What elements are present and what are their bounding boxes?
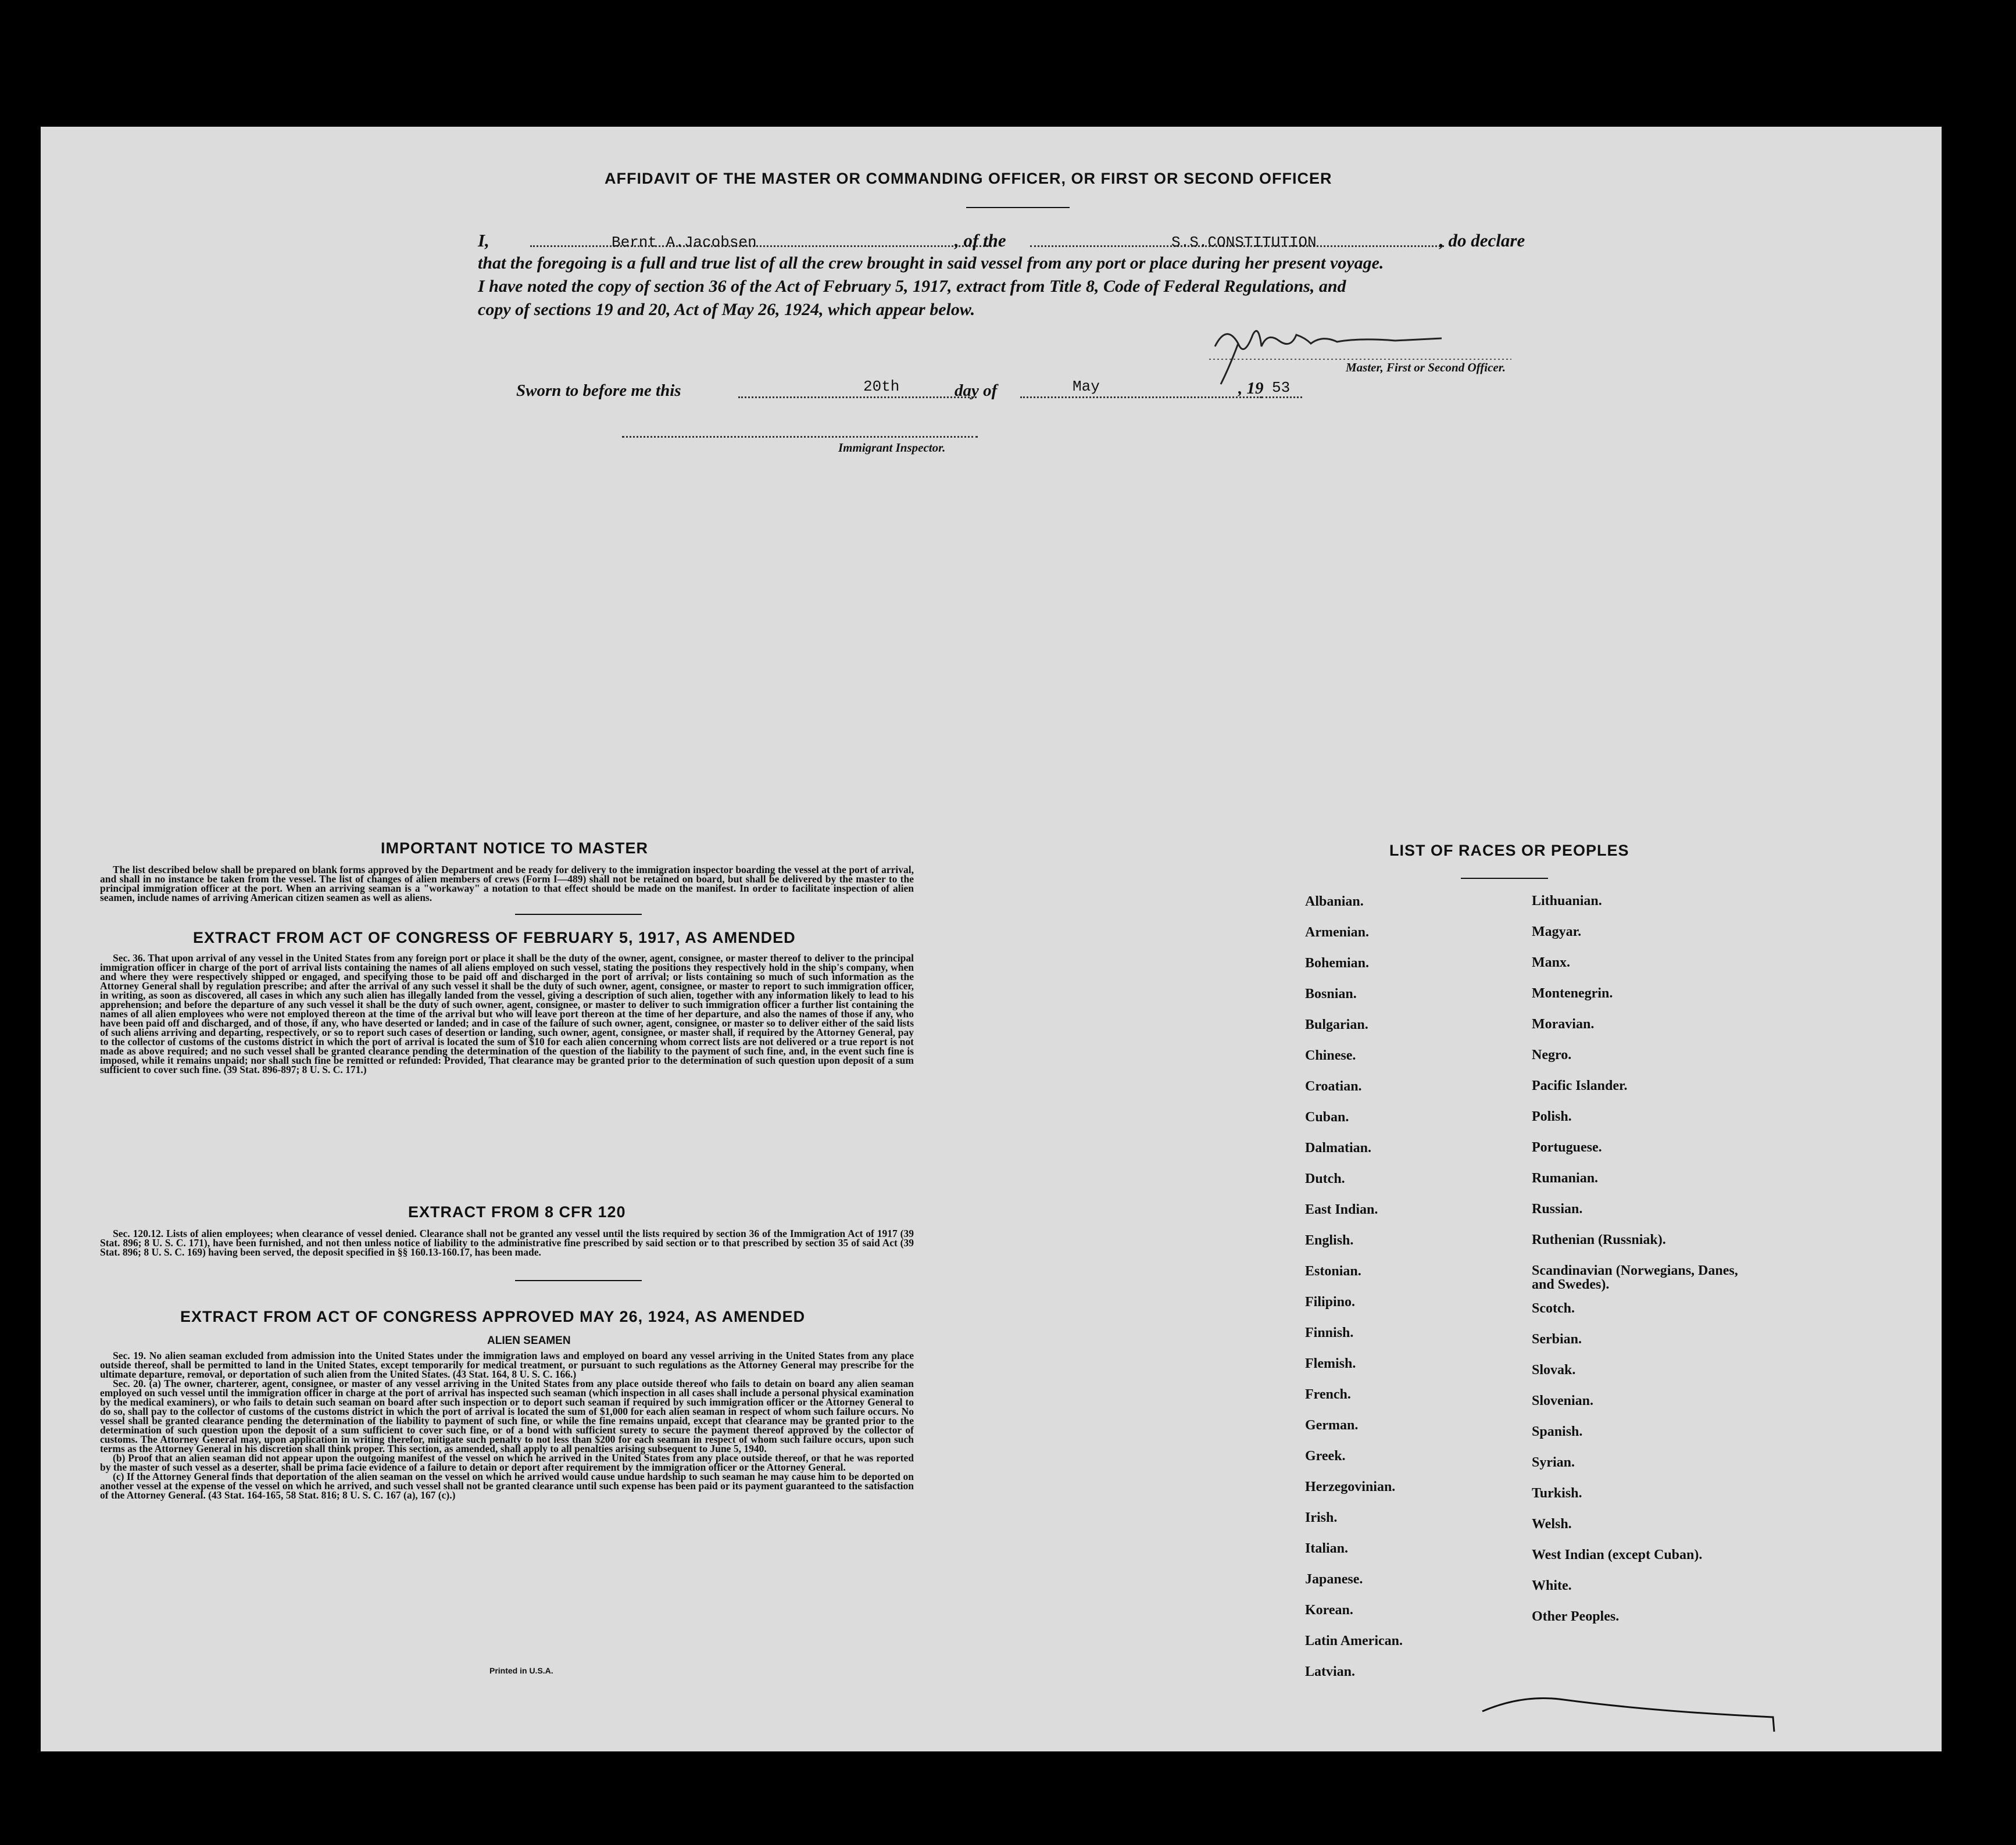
sworn-label: Sworn to before me this — [516, 381, 681, 400]
sec-20a-paragraph: Sec. 20. (a) The owner, charterer, agent, consignee, or master of any vessel arriving in the United States from any place outside thereof who fails to detain on board any alien seaman employed on such vessel until the immigration officer in charge at the port of arrival has inspected such seaman (which inspection in all cases shall include a personal physical examination by the medical examiners), or who fails to detain such seaman on board after such inspection or to deport such seaman if required by such immigration officer or the Attorney General to do so, shall pay to the collector of customs of the customs district in which the port of arrival is located the sum of $1,000 for each alien seaman in respect of whom such failure occurs. No vessel shall be granted clearance pending the determination of the liability to payment of such fine, or while the fine remains unpaid, except that clearance may be granted prior to the determination of such question upon the deposit of a sum sufficient to cover such fine, or of a bond with sufficient surety to secure the payment thereof approved by the collector of customs. The Attorney General may, upon application in writing therefor, mitigate such penalty to not less than $200 for each seaman in respect of whom such failure occurs, upon such terms as the Attorney General in his discretion shall think proper. This section, as amended, shall apply to all penalties arising subsequent to June 5, 1940. — [100, 1378, 914, 1454]
year-value: 53 — [1272, 379, 1291, 396]
race-item: German. — [1305, 1418, 1359, 1433]
day-line — [738, 396, 977, 398]
notice-body — [100, 865, 914, 902]
race-item: Latvian. — [1305, 1664, 1356, 1679]
declare-label: , do declare — [1439, 230, 1525, 251]
race-item: Finnish. — [1305, 1325, 1354, 1340]
races-rule — [1461, 878, 1548, 879]
extract-cfr-body — [100, 1229, 914, 1257]
affidavit-line-3: I have noted the copy of section 36 of the Act of February 5, 1917, extract from Title 8, Code of Federal Regulations, and — [478, 277, 1346, 296]
race-item: Latin American. — [1305, 1633, 1403, 1649]
bottom-pen-mark — [1477, 1688, 1779, 1735]
inspector-caption: Immigrant Inspector. — [838, 441, 946, 455]
extract-1917-title: EXTRACT FROM ACT OF CONGRESS OF FEBRUARY 5, 1917, AS AMENDED — [193, 929, 796, 946]
cfr-rule — [515, 1280, 642, 1281]
race-item: Cuban. — [1305, 1110, 1349, 1125]
race-item: Chinese. — [1305, 1048, 1356, 1063]
race-item: Montenegrin. — [1532, 986, 1613, 1001]
race-item: Dalmatian. — [1305, 1140, 1371, 1156]
race-item: Pacific Islander. — [1532, 1078, 1628, 1093]
vessel-name: S.S.CONSTITUTION — [1171, 234, 1317, 251]
affidavit-title: AFFIDAVIT OF THE MASTER OR COMMANDING OFFICER, OR FIRST OR SECOND OFFICER — [605, 170, 1332, 187]
race-item: Negro. — [1532, 1047, 1572, 1063]
race-item: Manx. — [1532, 955, 1570, 970]
race-item: Magyar. — [1532, 924, 1582, 939]
race-item: French. — [1305, 1387, 1351, 1402]
notice-title: IMPORTANT NOTICE TO MASTER — [381, 839, 648, 857]
month-line — [1020, 396, 1261, 398]
race-item: Armenian. — [1305, 925, 1369, 940]
race-item: Slovenian. — [1532, 1393, 1594, 1408]
inspector-line — [622, 436, 978, 438]
race-item: Welsh. — [1532, 1517, 1572, 1532]
alien-seamen-subtitle: ALIEN SEAMEN — [487, 1335, 571, 1347]
extract-1917-body — [100, 953, 914, 1074]
master-name: Bernt A.Jacobsen — [612, 234, 757, 251]
printed-in-usa: Printed in U.S.A. — [489, 1666, 553, 1675]
race-item: Other Peoples. — [1532, 1609, 1620, 1624]
race-item: Italian. — [1305, 1541, 1349, 1556]
race-item: Slovak. — [1532, 1363, 1576, 1378]
day-value: 20th — [863, 378, 900, 395]
signature-caption: Master, First or Second Officer. — [1346, 360, 1506, 374]
affidavit-line-4: copy of sections 19 and 20, Act of May 26, 1924, which appear below. — [478, 300, 975, 319]
sec-20b-paragraph: (b) Proof that an alien seaman did not appear upon the outgoing manifest of the vessel on which he arrived in the United States from any place outside thereof, or that he was reported by the master of such vessel as a deserter, shall be prima facie evidence of a failure to detain or deport after requirement by the immigration officer or the Attorney General. — [100, 1452, 914, 1473]
race-item: Flemish. — [1305, 1356, 1356, 1371]
race-item: Russian. — [1532, 1202, 1583, 1217]
i-label: I, — [478, 230, 489, 251]
affidavit-line-2: that the foregoing is a full and true list of all the crew brought in said vessel from any port or place during her present voyage. — [478, 253, 1384, 273]
sec-20c-paragraph: (c) If the Attorney General finds that deportation of the alien seaman on the vessel on which he arrived would cause undue hardship to such seaman he may cause him to be deported on another vessel at the expense of the vessel on which he arrived, and such vessel shall not be granted clearance until such expense has been paid or its payment guaranteed to the satisfaction of the Attorney General. (43 Stat. 164-165, 58 Stat. 816; 8 U. S. C. 167 (a), 167 (c).) — [100, 1471, 914, 1501]
race-item: English. — [1305, 1233, 1354, 1248]
race-item: Croatian. — [1305, 1079, 1362, 1094]
race-item: Scotch. — [1532, 1301, 1575, 1316]
race-item: Albanian. — [1305, 894, 1364, 909]
day-of-label: day of — [955, 381, 998, 400]
race-item: Polish. — [1532, 1109, 1572, 1124]
race-item: Filipino. — [1305, 1295, 1356, 1310]
notice-rule — [515, 914, 642, 915]
race-item: East Indian. — [1305, 1202, 1378, 1217]
race-item: Rumanian. — [1532, 1171, 1599, 1186]
race-item: Spanish. — [1532, 1424, 1583, 1439]
of-the-label: , of the — [955, 230, 1006, 251]
extract-cfr-title: EXTRACT FROM 8 CFR 120 — [408, 1203, 626, 1221]
race-item: Bulgarian. — [1305, 1017, 1368, 1032]
race-item: Irish. — [1305, 1510, 1338, 1525]
document-sheet — [41, 127, 1942, 1751]
race-item: Moravian. — [1532, 1017, 1595, 1032]
race-item: Turkish. — [1532, 1486, 1582, 1501]
race-item: Bosnian. — [1305, 986, 1357, 1002]
race-item: Estonian. — [1305, 1264, 1361, 1279]
name-line — [530, 245, 995, 247]
extract-cfr-paragraph: Sec. 120.12. Lists of alien employees; when clearance of vessel denied. Clearance shall not be granted any vessel until the lists required by section 36 of the Immigration Act of 1917 (39 Stat. 896; 8 U. S. C. 171), have been furnished, and not then unless notice of liability to the administrative fine prescribed by said section or to that prescribed by section 35 of said Act (39 Stat. 896; 8 U. S. C. 169) having been served, the deposit specified in §§ 160.13-160.17, has been made. — [100, 1228, 914, 1258]
title-rule — [966, 207, 1070, 208]
race-item: Lithuanian. — [1532, 893, 1602, 909]
year-prefix: , 19 — [1238, 379, 1264, 398]
month-value: May — [1073, 378, 1100, 395]
extract-1917-paragraph: Sec. 36. That upon arrival of any vessel in the United States from any foreign port or place it shall be the duty of the owner, agent, consignee, or master thereof to deliver to the principal immigration officer in charge of the port of arrival lists containing the names of all aliens employed on such vessel, stating the positions they respectively hold in the ship's company, when and where they were respectively shipped or engaged, and specifying those to be paid off and discharged in the port of arrival; or lists containing so much of such information as the Attorney General shall by regulation prescribe; and after the arrival of any such vessel it shall be the duty of such owner, agent, consignee, or master to report to such immigration officer, in writing, as soon as discovered, all cases in which any such alien has illegally landed from the vessel, giving a description of such alien, together with any information likely to lead to his apprehension; and before the departure of any such vessel it shall be the duty of such owner, agent, consignee, or master to deliver to such immigration officer a further list containing the names of all alien employees who were not employed thereon at the time of the arrival but who will leave port thereon at the time of her departure, and also the names of those if any, who have been paid off and discharged, and of those, if any, who have deserted or landed; and in case of the failure of such owner, agent, consignee, or master so to deliver either of the said lists of such aliens arriving and departing, respectively, or so to report such cases of desertion or landing, such owner, agent, consignee, or master shall, if required by the Attorney General, pay to the collector of customs of the customs district in which the port of arrival is located the sum of $10 for each alien concerning whom correct lists are not delivered or a true report is not made as above required; and no such vessel shall be granted clearance pending the determination of the question of the liability to the payment of such fine, and, in the event such fine is imposed, while it remains unpaid; nor shall such fine be remitted or refunded: Provided, That clearance may be granted prior to the determination of such question upon deposit of a sum sufficient to cover such fine. (39 Stat. 896-897; 8 U. S. C. 171.) — [100, 952, 914, 1075]
race-item: Bohemian. — [1305, 956, 1370, 971]
race-item: Serbian. — [1532, 1332, 1582, 1347]
race-item: Scandinavian (Norwegians, Danes, and Swedes). — [1532, 1263, 1738, 1292]
race-item: Japanese. — [1305, 1572, 1363, 1587]
notice-paragraph: The list described below shall be prepared on blank forms approved by the Department and be ready for delivery to the immigration inspector boarding the vessel at the port of arrival, and shall in no instance be taken from the vessel. The list of changes of alien members of crews (Form I—489) shall not be retained on board, but shall be delivered by the master to the principal immigration officer at the port. When an arriving seaman is a "workaway" a notation to that effect should be made on the manifest. In order to facilitate inspection of alien seamen, include names of arriving American citizen seamen as well as aliens. — [100, 864, 914, 903]
master-signature — [1198, 312, 1523, 387]
extract-1924-body — [100, 1351, 914, 1500]
race-item: White. — [1532, 1578, 1572, 1593]
race-item: Portuguese. — [1532, 1140, 1602, 1155]
races-title: LIST OF RACES OR PEOPLES — [1389, 842, 1629, 859]
race-item: Greek. — [1305, 1449, 1346, 1464]
extract-1924-title: EXTRACT FROM ACT OF CONGRESS APPROVED MAY 26, 1924, AS AMENDED — [180, 1308, 806, 1325]
race-item: Ruthenian (Russniak). — [1532, 1232, 1666, 1247]
race-item: West Indian (except Cuban). — [1532, 1547, 1703, 1562]
race-item: Korean. — [1305, 1603, 1353, 1618]
race-item: Herzegovinian. — [1305, 1479, 1396, 1494]
year-line — [1261, 396, 1302, 398]
sec-19-paragraph: Sec. 19. No alien seaman excluded from admission into the United States under the immigration laws and employed on board any vessel arriving in the United States from any place outside thereof, shall be permitted to land in the United States, except temporarily for medical treatment, or pursuant to such regulations as the Attorney General may prescribe for the ultimate departure, removal, or deportation of such alien from the United States. (43 Stat. 164, 8 U. S. C. 166.) — [100, 1350, 914, 1380]
race-item: Syrian. — [1532, 1455, 1575, 1470]
race-item: Dutch. — [1305, 1171, 1345, 1186]
